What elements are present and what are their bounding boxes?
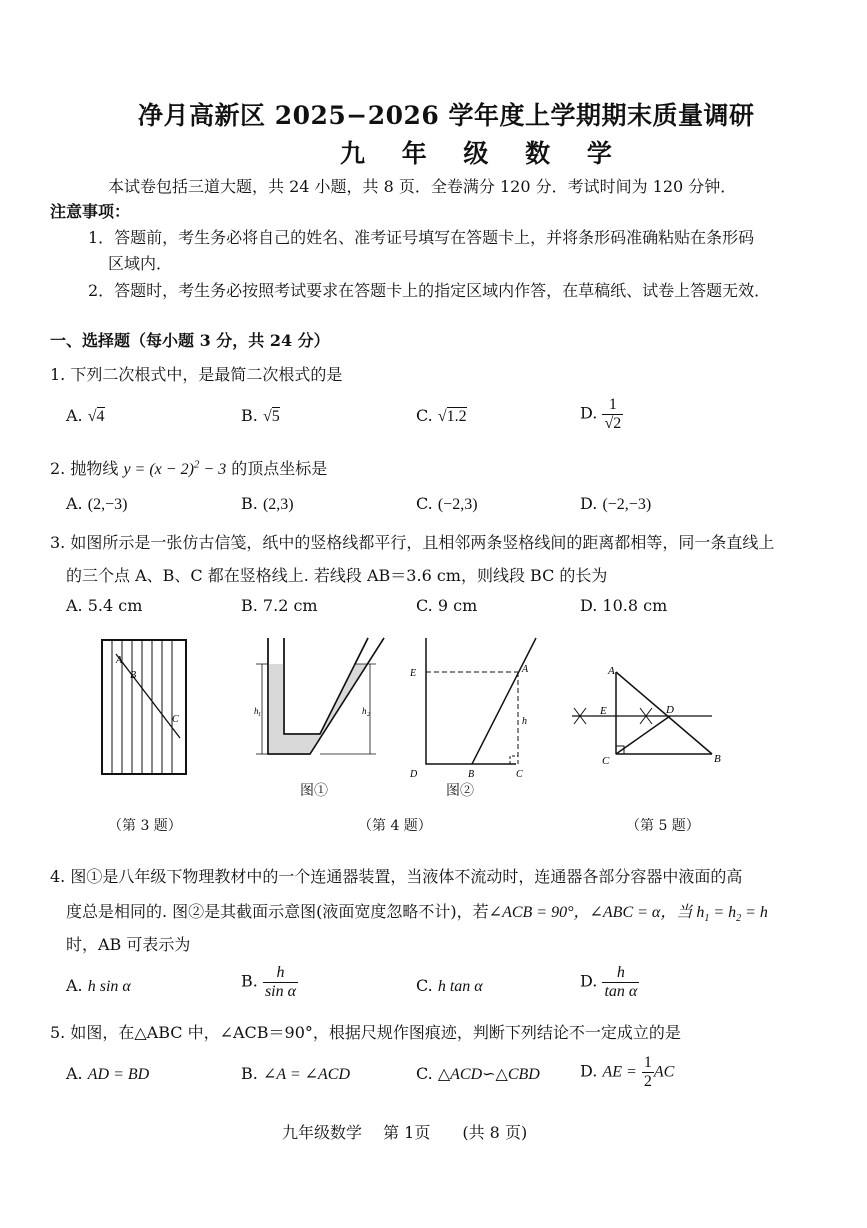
q3-option-c: C. 9 cm <box>416 596 478 615</box>
svg-text:C: C <box>516 769 523 780</box>
page-footer: 九年级数学 第 1页 (共 8 页) <box>282 1123 528 1142</box>
q4-option-a: A. h sin α <box>66 976 131 995</box>
q5-option-c: C. △ACD∽△CBD <box>416 1064 540 1083</box>
q2-option-b: B. (2,3) <box>241 494 294 513</box>
q1-stem: 1. 下列二次根式中，是最简二次根式的是 <box>50 365 343 384</box>
q1-option-c: C. √1.2 <box>416 406 467 425</box>
q2-option-a: A. (2,−3) <box>66 494 128 513</box>
svg-text:B: B <box>714 753 721 765</box>
note-1-line-2: 区域内． <box>108 254 173 273</box>
q2-stem: 2. 抛物线 $y = (x - 2)^2 - 3$ 的顶点坐标是 <box>50 458 328 478</box>
q5-option-d: D. AE = $\frac{1}{2}$ AC <box>580 1054 675 1090</box>
svg-text:E: E <box>600 705 607 717</box>
q1-option-d: D. $\frac{1}{√2}$ <box>580 396 622 432</box>
q2-option-d: D. (−2,−3) <box>580 494 652 513</box>
svg-text:C: C <box>172 714 179 725</box>
figure-1-label: 图① <box>300 783 328 799</box>
svg-text:B: B <box>130 670 137 681</box>
q4-b-fraction: $\frac{h}{\text{sin α}}$ <box>264 964 297 1000</box>
q5-d-fraction: $\frac{1}{2}$ <box>643 1054 652 1090</box>
q2-formula: $y = (x - 2)^2 - 3$ <box>123 458 227 478</box>
q4-option-b: B. $\frac{h}{\text{sin α}}$ <box>241 964 297 1000</box>
q4-stem-line-3: 时，AB 可表示为 <box>66 935 191 954</box>
svg-text:B: B <box>468 769 475 780</box>
svg-text:D: D <box>666 704 674 716</box>
q1-c-radicand: 1.2 <box>446 408 467 425</box>
caption-q5: （第 5 题） <box>626 818 700 834</box>
q4-conditions: ∠ACB = 90°，∠ABC = α，当 $h_1 = h_2 = h$ <box>488 904 768 925</box>
q5-stem: 5. 如图，在△ABC 中，∠ACB＝90°，根据尺规作图痕迹，判断下列结论不一定成立的是 <box>50 1023 681 1042</box>
q1-a-radicand: 4 <box>96 408 105 425</box>
svg-text:C: C <box>602 755 610 767</box>
q3-option-d: D. 10.8 cm <box>580 596 668 615</box>
q3-stem-line-1: 3. 如图所示是一张仿古信笺，纸中的竖格线都平行，且相邻两条竖格线间的距离都相等，同一条直线上 <box>50 533 775 552</box>
q3-option-a: A. 5.4 cm <box>66 596 143 615</box>
caption-q4: （第 4 题） <box>358 818 432 834</box>
q1-b-radicand: 5 <box>271 408 280 425</box>
svg-text:A: A <box>116 655 123 666</box>
svg-text:D: D <box>410 769 418 780</box>
svg-text:h: h <box>522 716 527 727</box>
q3-stem-line-2: 的三个点 A、B、C 都在竖格线上. 若线段 AB＝3.6 cm，则线段 BC 的长为 <box>66 566 608 585</box>
svg-text:2: 2 <box>367 712 370 718</box>
svg-text:E: E <box>410 668 417 679</box>
svg-text:A: A <box>522 664 529 675</box>
svg-text:h: h <box>254 706 259 716</box>
q5-option-b: B. ∠A = ∠ACD <box>241 1064 351 1083</box>
svg-text:A: A <box>608 665 615 677</box>
q5-option-a: A. AD = BD <box>66 1064 150 1083</box>
q1-option-a: A. √4 <box>66 406 105 425</box>
q1-option-b: B. √5 <box>241 406 280 425</box>
notes-title: 注意事项： <box>50 202 131 221</box>
figure-q4-vessel <box>250 634 390 782</box>
q4-stem-line-1: 4. 图①是八年级下物理教材中的一个连通器装置，当液体不流动时，连通器各部分容器中液面的高 <box>50 867 743 886</box>
svg-text:1: 1 <box>258 712 261 718</box>
exam-subject: 九 年 级 数 学 <box>340 139 626 168</box>
q4-option-d: D. $\frac{h}{\text{tan α}}$ <box>580 964 638 1000</box>
exam-intro: 本试卷包括三道大题，共 24 小题，共 8 页．全卷满分 120 分．考试时间为 120 分钟． <box>108 177 737 196</box>
note-1-line-1: 1．答题前，考生务必将自己的姓名、准考证号填写在答题卡上，并将条形码准确粘贴在条形码 <box>88 228 755 247</box>
q4-option-c: C. h tan α <box>416 976 483 995</box>
q4-stem-line-2: 度总是相同的. 图②是其截面示意图(液面宽度忽略不计)，若∠ACB = 90°，∠ABC = α，当 $h_1 = h_2 = h$ <box>66 902 768 925</box>
q2-option-c: C. (−2,3) <box>416 494 478 513</box>
q1-d-fraction: $\frac{1}{√2}$ <box>604 396 622 432</box>
q3-option-b: B. 7.2 cm <box>241 596 318 615</box>
caption-q3: （第 3 题） <box>108 818 182 834</box>
note-2: 2．答题时，考生务必按照考试要求在答题卡上的指定区域内作答，在草稿纸、试卷上答题无效． <box>88 281 771 300</box>
section-1-title: 一、选择题（每小题 3 分，共 24 分） <box>50 331 330 350</box>
figure-2-label: 图② <box>446 783 474 799</box>
figure-q3-letter-paper <box>96 636 192 780</box>
figure-q5-triangle <box>564 662 740 774</box>
figure-q4-cross-section <box>404 634 538 782</box>
svg-text:h: h <box>362 706 367 716</box>
exam-title: 净月高新区 2025−2026 学年度上学期期末质量调研 <box>138 101 755 130</box>
q4-d-fraction: $\frac{h}{\text{tan α}}$ <box>604 964 638 1000</box>
